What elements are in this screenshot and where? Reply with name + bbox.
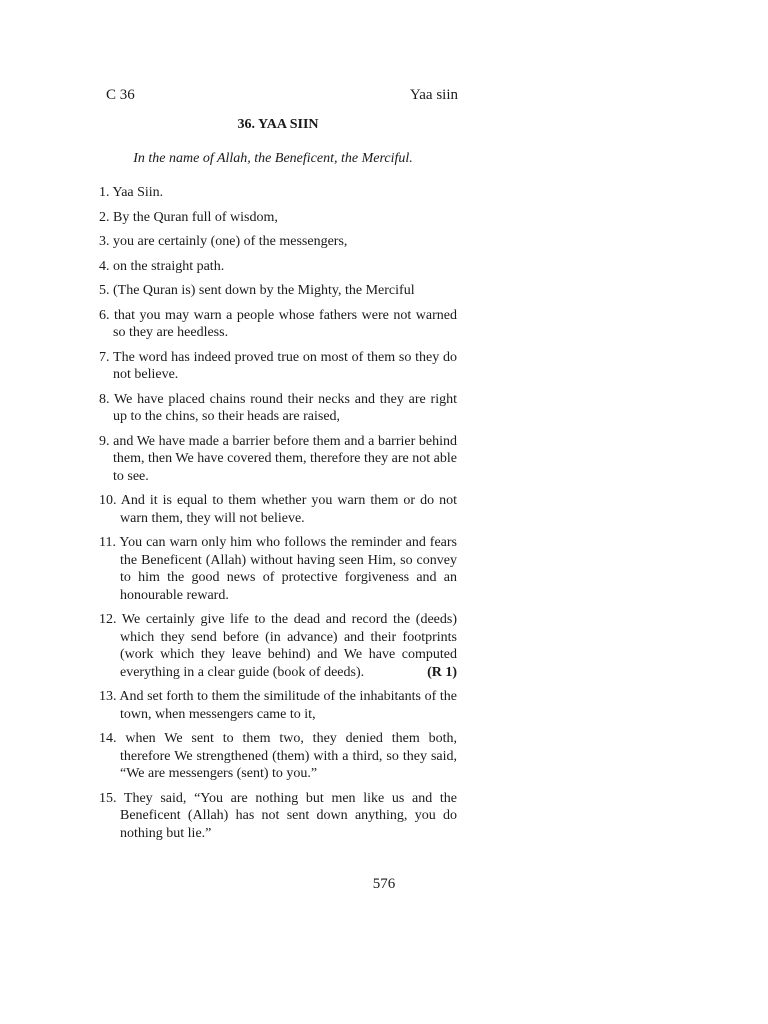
page-number: 576 <box>372 876 396 892</box>
verse-6: 6. that you may warn a people whose fathers were not warned so they are heedless. <box>99 307 457 340</box>
verse-12 <box>99 611 457 681</box>
verse-11: 11. You can warn only him who follows the reminder and fears the Beneficent (Allah) without having seen Him, so convey to him the good news of protective forgiveness and an honourable reward. <box>99 535 457 603</box>
verse-12-text: 12. We certainly give life to the dead and record the (deeds) which they send before (in advance) and their footprints (work which they leave behind) and We have computed everything in a clear guide (book of deeds). <box>99 612 457 680</box>
verse-9: 9. and We have made a barrier before them and a barrier behind them, then We have covered them, therefore they are not able to see. <box>99 433 457 484</box>
verse-10: 10. And it is equal to them whether you warn them or do not warn them, they will not believe. <box>99 493 457 526</box>
verse-2: 2. By the Quran full of wisdom, <box>99 209 278 225</box>
basmala: In the name of Allah, the Beneficent, the Merciful. <box>133 151 413 166</box>
verse-5: 5. (The Quran is) sent down by the Mighty, the Merciful <box>99 283 415 298</box>
verse-14: 14. when We sent to them two, they denied them both, therefore We strengthened (them) with a third, so they said, “We are messengers (sent) to you.” <box>99 731 457 781</box>
verse-list <box>99 184 457 849</box>
verse-13: 13. And set forth to them the similitude of the inhabitants of the town, when messengers came to it, <box>99 689 457 722</box>
chapter-code: C 36 <box>106 87 135 103</box>
verse-8: 8. We have placed chains round their necks and they are right up to the chins, so their heads are raised, <box>99 391 457 424</box>
verse-1: 1. Yaa Siin. <box>99 185 164 200</box>
verse-15: 15. They said, “You are nothing but men like us and the Beneficent (Allah) has not sent down anything, you do nothing but lie.” <box>99 790 457 841</box>
verse-7: 7. The word has indeed proved true on most of them so they do not believe. <box>99 349 457 382</box>
verse-3: 3. you are certainly (one) of the messengers, <box>99 234 348 249</box>
ruku-marker: (R 1) <box>427 664 457 680</box>
verse-4: 4. on the straight path. <box>99 258 225 274</box>
chapter-name: Yaa siin <box>409 87 458 103</box>
surah-title: 36. YAA SIIN <box>237 117 319 132</box>
